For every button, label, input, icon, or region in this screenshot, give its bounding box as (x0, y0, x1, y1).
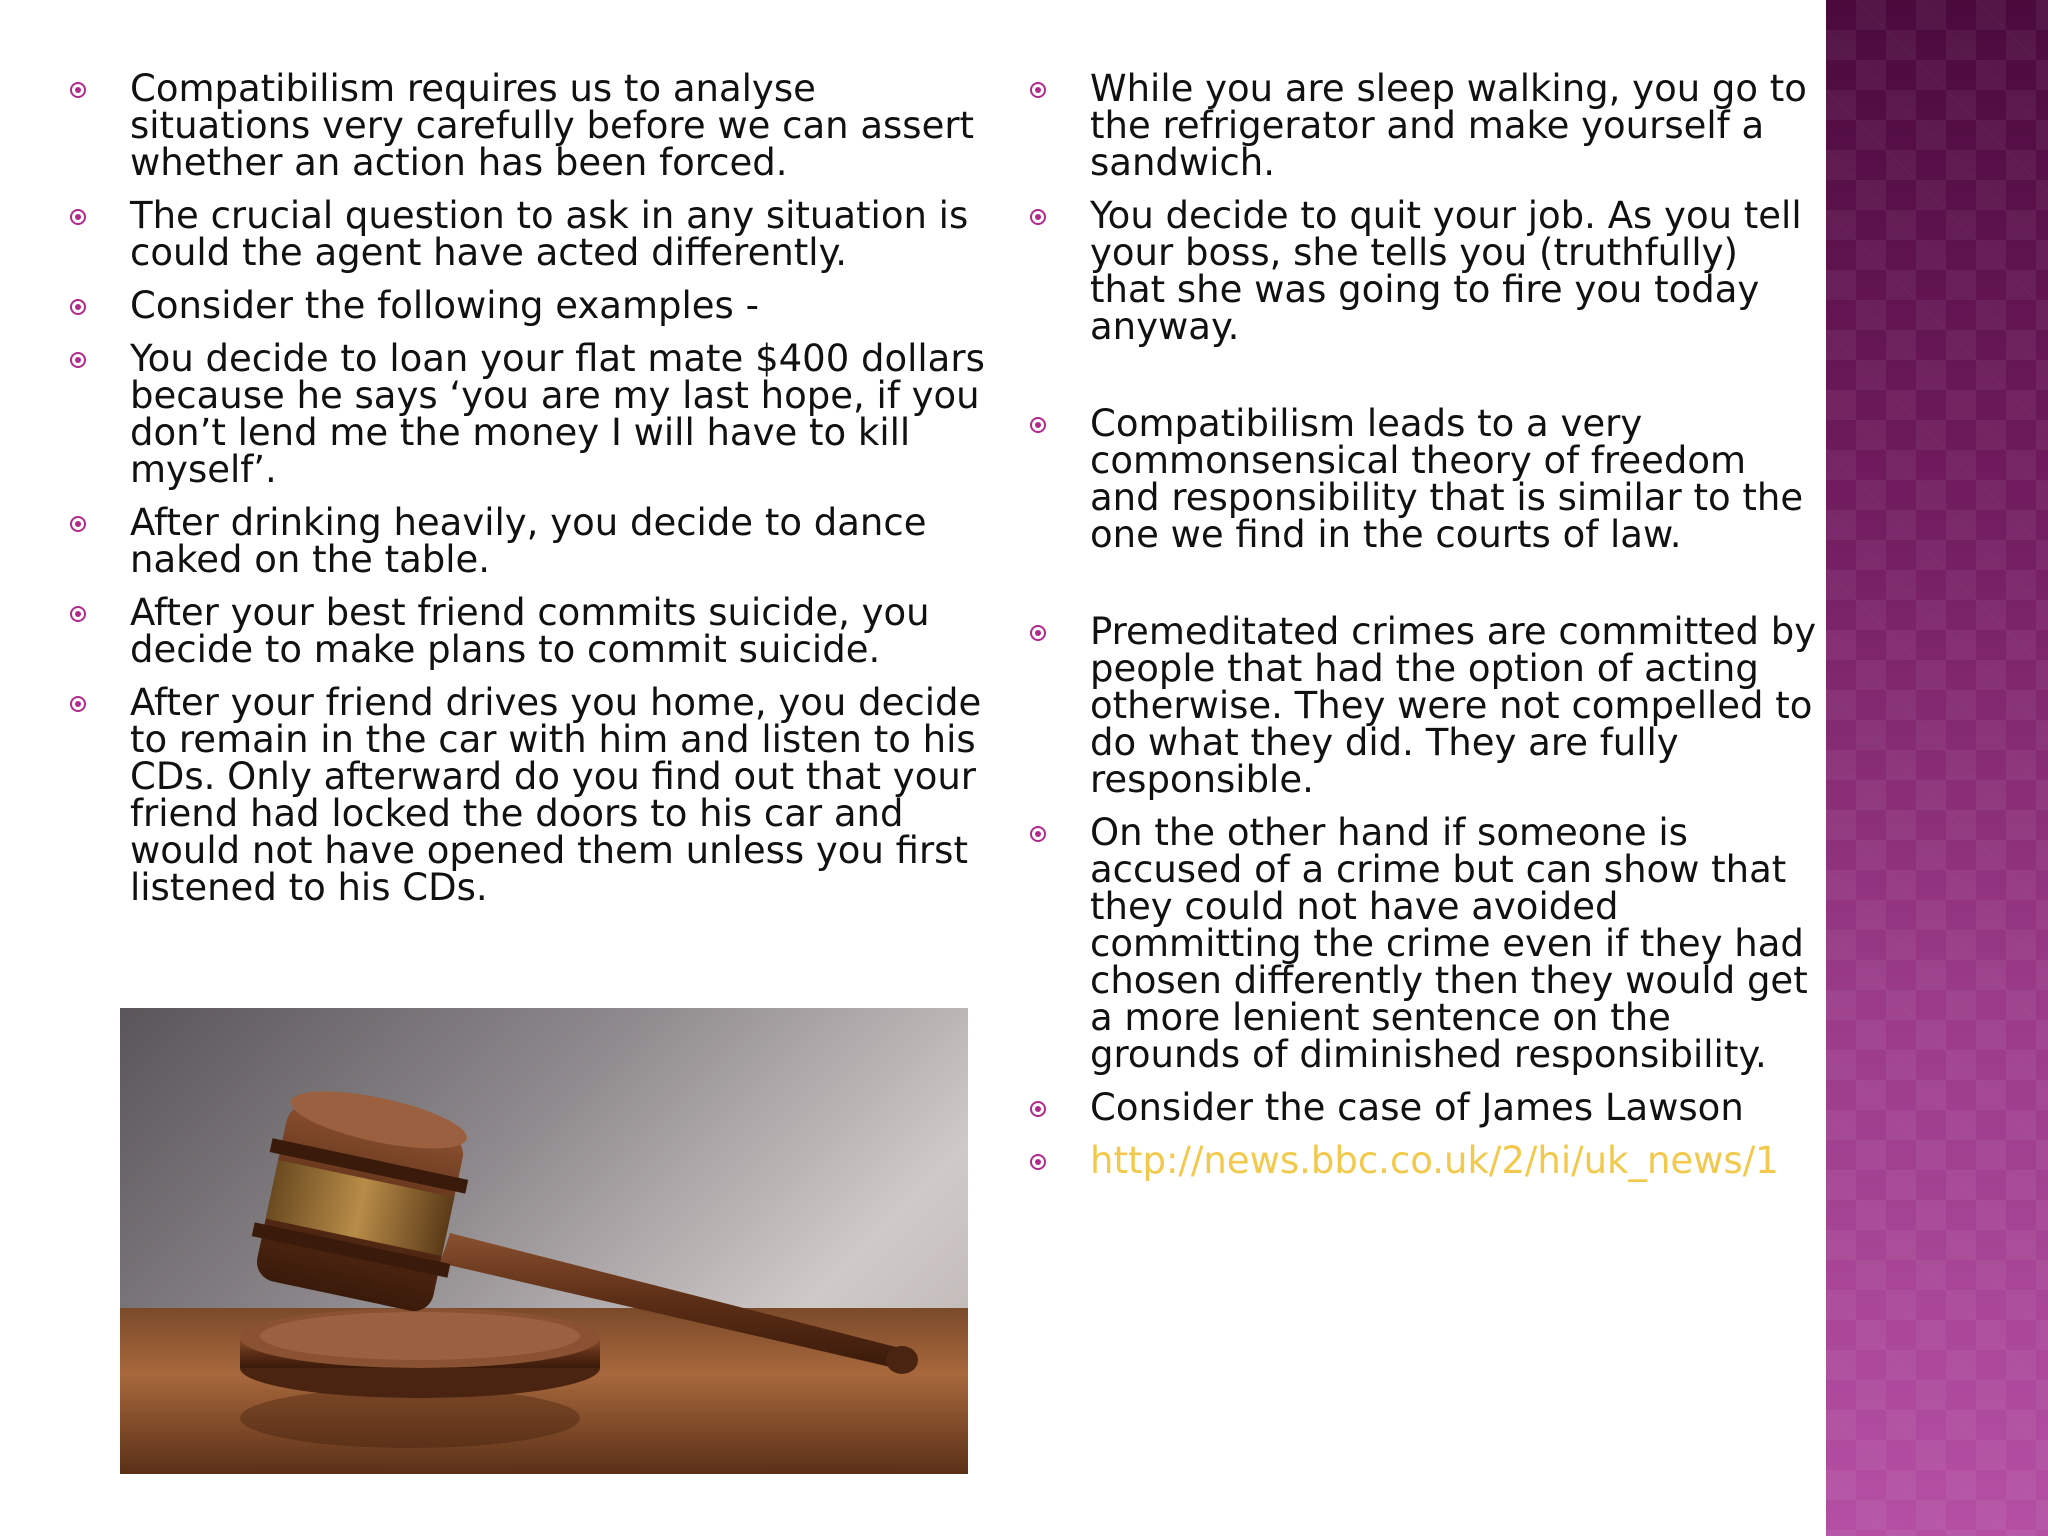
bullet-item (1020, 67, 1820, 184)
bullet-item (60, 194, 990, 274)
right-column (1020, 67, 1820, 1195)
circle-dot-icon (70, 352, 86, 368)
circle-dot-icon (1030, 625, 1046, 641)
circle-dot-icon (1030, 1154, 1046, 1170)
circle-dot-icon (70, 82, 86, 98)
circle-dot-icon (70, 299, 86, 315)
bullet-item (60, 681, 990, 909)
bullet-item (1020, 1139, 1820, 1182)
bullet-item (1020, 610, 1820, 801)
bullet-item (60, 67, 990, 184)
gavel-illustration (120, 1008, 968, 1474)
bullet-item (60, 591, 990, 671)
bullet-item (1020, 811, 1820, 1076)
circle-dot-icon (1030, 826, 1046, 842)
bullet-text: Compatibilism requires us to analyse situations very carefully before we can assert whether an action has been forced. (130, 67, 975, 184)
bullet-item (60, 284, 990, 327)
gavel-photo (120, 1008, 968, 1474)
circle-dot-icon (70, 209, 86, 225)
decorative-side-band (1826, 0, 2048, 1536)
circle-dot-icon (70, 516, 86, 532)
bullet-text: After your friend drives you home, you decide to remain in the car with him and listen to his CDs. Only afterward do you find out that your friend had locked the doors to his car and would not have opened them unless you first listened to his CDs. (130, 681, 982, 909)
left-column (60, 67, 990, 922)
bullet-text: After your best friend commits suicide, you decide to make plans to commit suicide. (130, 591, 930, 671)
bullet-text: You decide to loan your flat mate $400 dollars because he says ‘you are my last hope, if you don’t lend me the money I will have to kill myself’. (130, 337, 985, 491)
news-link[interactable]: http://news.bbc.co.uk/2/hi/uk_news/1 (1090, 1139, 1779, 1182)
circle-dot-icon (1030, 82, 1046, 98)
bullet-item (60, 337, 990, 491)
bullet-text: Consider the case of James Lawson (1090, 1086, 1744, 1129)
left-bullet-list (60, 67, 990, 909)
side-band-pattern (1826, 0, 2048, 1536)
bullet-text: On the other hand if someone is accused of a crime but can show that they could not have avoided committing the crime even if they had chosen differently then they would get a more lenient sentence on the grounds of diminished responsibility. (1090, 811, 1808, 1076)
circle-dot-icon (1030, 417, 1046, 433)
bullet-text: The crucial question to ask in any situation is could the agent have acted differently. (130, 194, 969, 274)
circle-dot-icon (1030, 209, 1046, 225)
circle-dot-icon (70, 606, 86, 622)
bullet-item (60, 501, 990, 581)
bullet-text: You decide to quit your job. As you tell your boss, she tells you (truthfully) that she was going to fire you today anyway. (1090, 194, 1802, 348)
bullet-text: After drinking heavily, you decide to dance naked on the table. (130, 501, 927, 581)
circle-dot-icon (1030, 1101, 1046, 1117)
circle-dot-icon (70, 696, 86, 712)
bullet-text: While you are sleep walking, you go to the refrigerator and make yourself a sandwich. (1090, 67, 1807, 184)
bullet-text: Premeditated crimes are committed by people that had the option of acting otherwise. They were not compelled to do what they did. They are fully responsible. (1090, 610, 1817, 801)
bullet-item (1020, 194, 1820, 348)
bullet-item (1020, 402, 1820, 556)
bullet-text: Consider the following examples - (130, 284, 759, 327)
bullet-text: Compatibilism leads to a very commonsensical theory of freedom and responsibility that is similar to the one we find in the courts of law. (1090, 402, 1804, 556)
bullet-item (1020, 1086, 1820, 1129)
right-bullet-list (1020, 67, 1820, 1182)
